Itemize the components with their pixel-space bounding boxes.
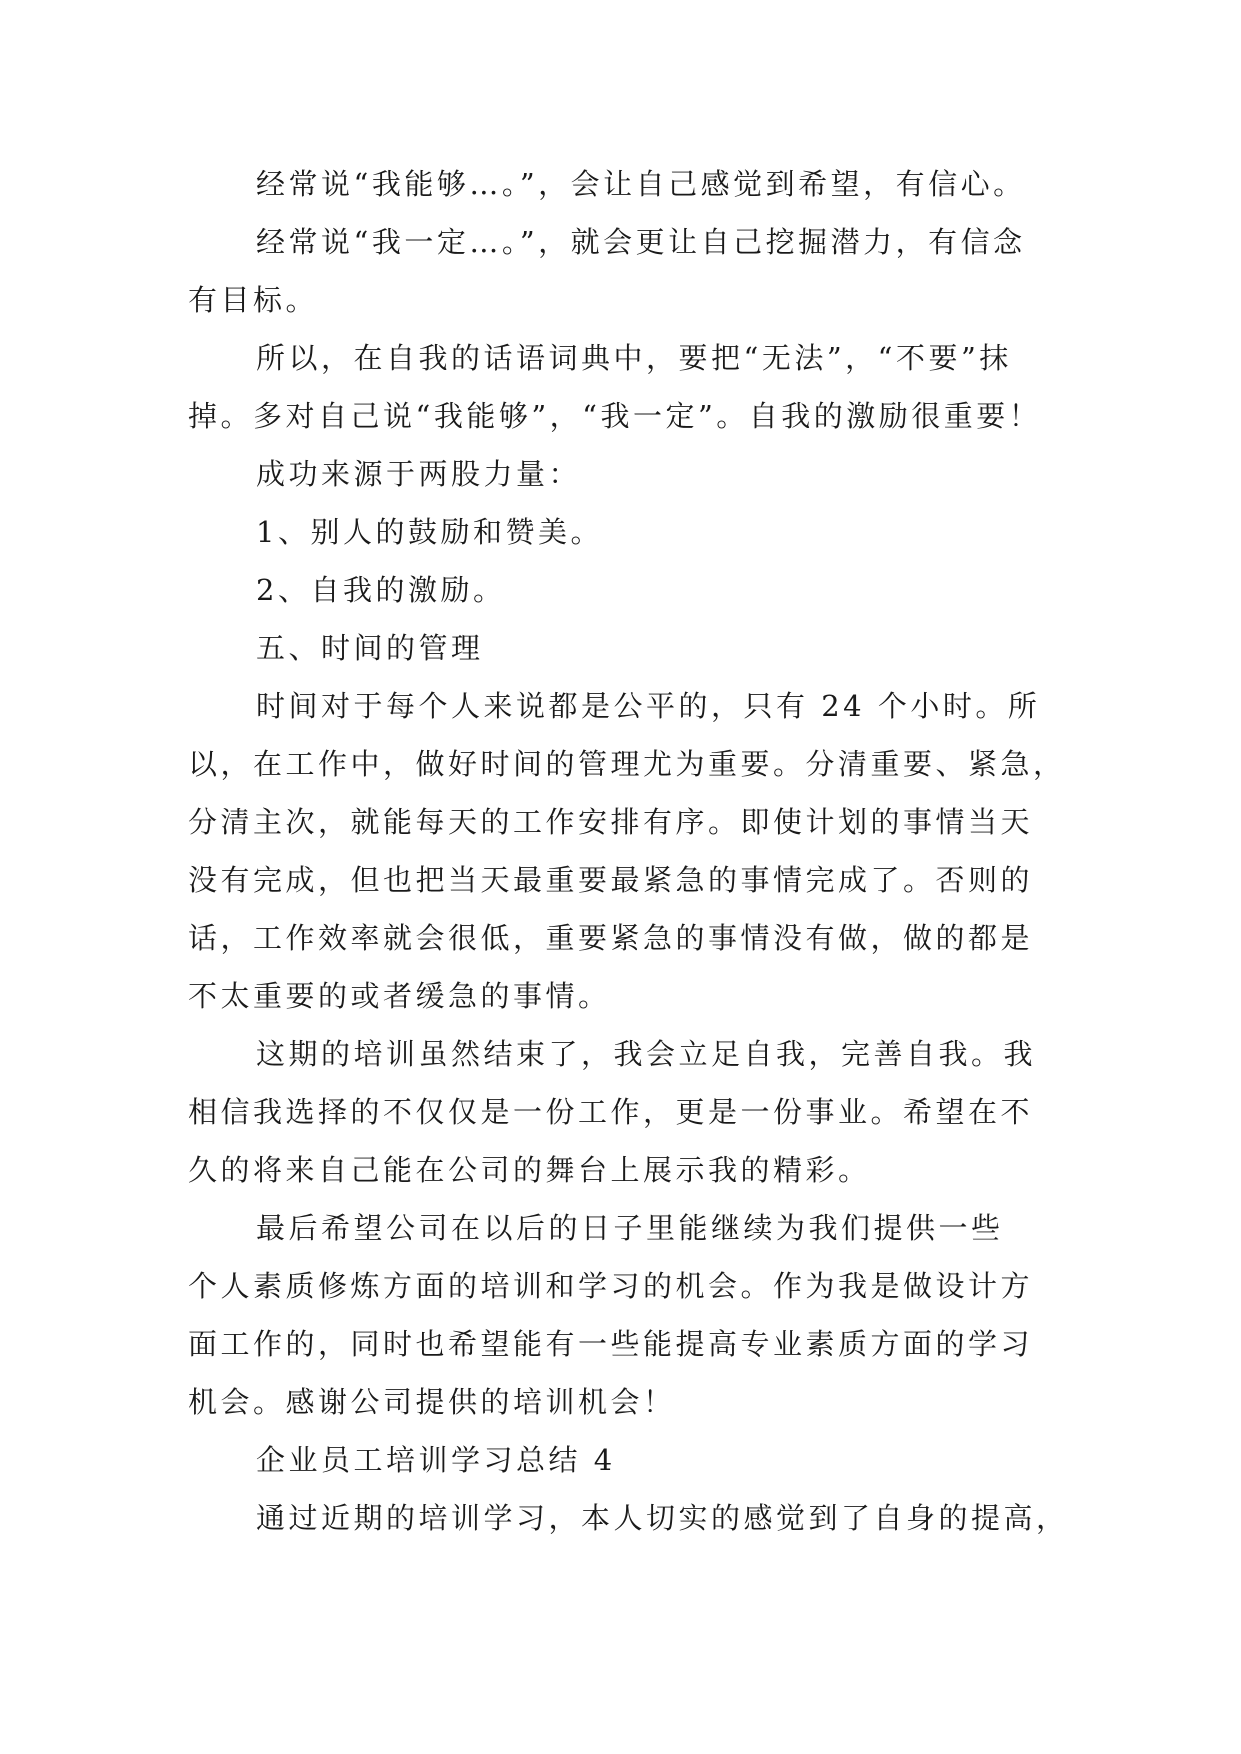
- text-line: 个人素质修炼方面的培训和学习的机会。作为我是做设计方: [188, 1269, 1034, 1303]
- text-line: 不太重要的或者缓急的事情。: [188, 979, 611, 1013]
- text-line: 机会。感谢公司提供的培训机会！: [188, 1385, 676, 1419]
- text-line: 时间对于每个人来说都是公平的，只有 24 个小时。所: [256, 689, 1041, 723]
- text-line: 经常说“我能够…。”，会让自己感觉到希望，有信心。: [256, 167, 1026, 201]
- text-line: 掉。多对自己说“我能够”，“我一定”。自我的激励很重要！: [188, 399, 1042, 433]
- text-line: 相信我选择的不仅仅是一份工作，更是一份事业。希望在不: [188, 1095, 1034, 1129]
- text-line: 经常说“我一定…。”，就会更让自己挖掘潜力，有信念: [256, 225, 1026, 259]
- text-line: 久的将来自己能在公司的舞台上展示我的精彩。: [188, 1153, 871, 1187]
- text-line: 没有完成，但也把当天最重要最紧急的事情完成了。否则的: [188, 863, 1034, 897]
- text-line: 最后希望公司在以后的日子里能继续为我们提供一些: [256, 1211, 1004, 1245]
- text-line: 成功来源于两股力量：: [256, 457, 582, 491]
- text-line: 通过近期的培训学习，本人切实的感觉到了自身的提高，: [256, 1501, 1069, 1535]
- text-line: 这期的培训虽然结束了，我会立足自我，完善自我。我: [256, 1037, 1037, 1071]
- text-line: 面工作的，同时也希望能有一些能提高专业素质方面的学习: [188, 1327, 1034, 1361]
- text-line: 话，工作效率就会很低，重要紧急的事情没有做，做的都是: [188, 921, 1034, 955]
- text-line: 以，在工作中，做好时间的管理尤为重要。分清重要、紧急，: [188, 747, 1066, 781]
- section-heading: 五、时间的管理: [256, 631, 484, 665]
- text-line: 分清主次，就能每天的工作安排有序。即使计划的事情当天: [188, 805, 1034, 839]
- text-line: 所以，在自我的话语词典中，要把“无法”，“不要”抹: [256, 341, 1012, 375]
- text-line: 有目标。: [188, 283, 319, 317]
- list-item: 1、别人的鼓励和赞美。: [256, 515, 603, 549]
- list-item: 2、自我的激励。: [256, 573, 506, 607]
- section-heading: 企业员工培训学习总结 4: [256, 1443, 616, 1477]
